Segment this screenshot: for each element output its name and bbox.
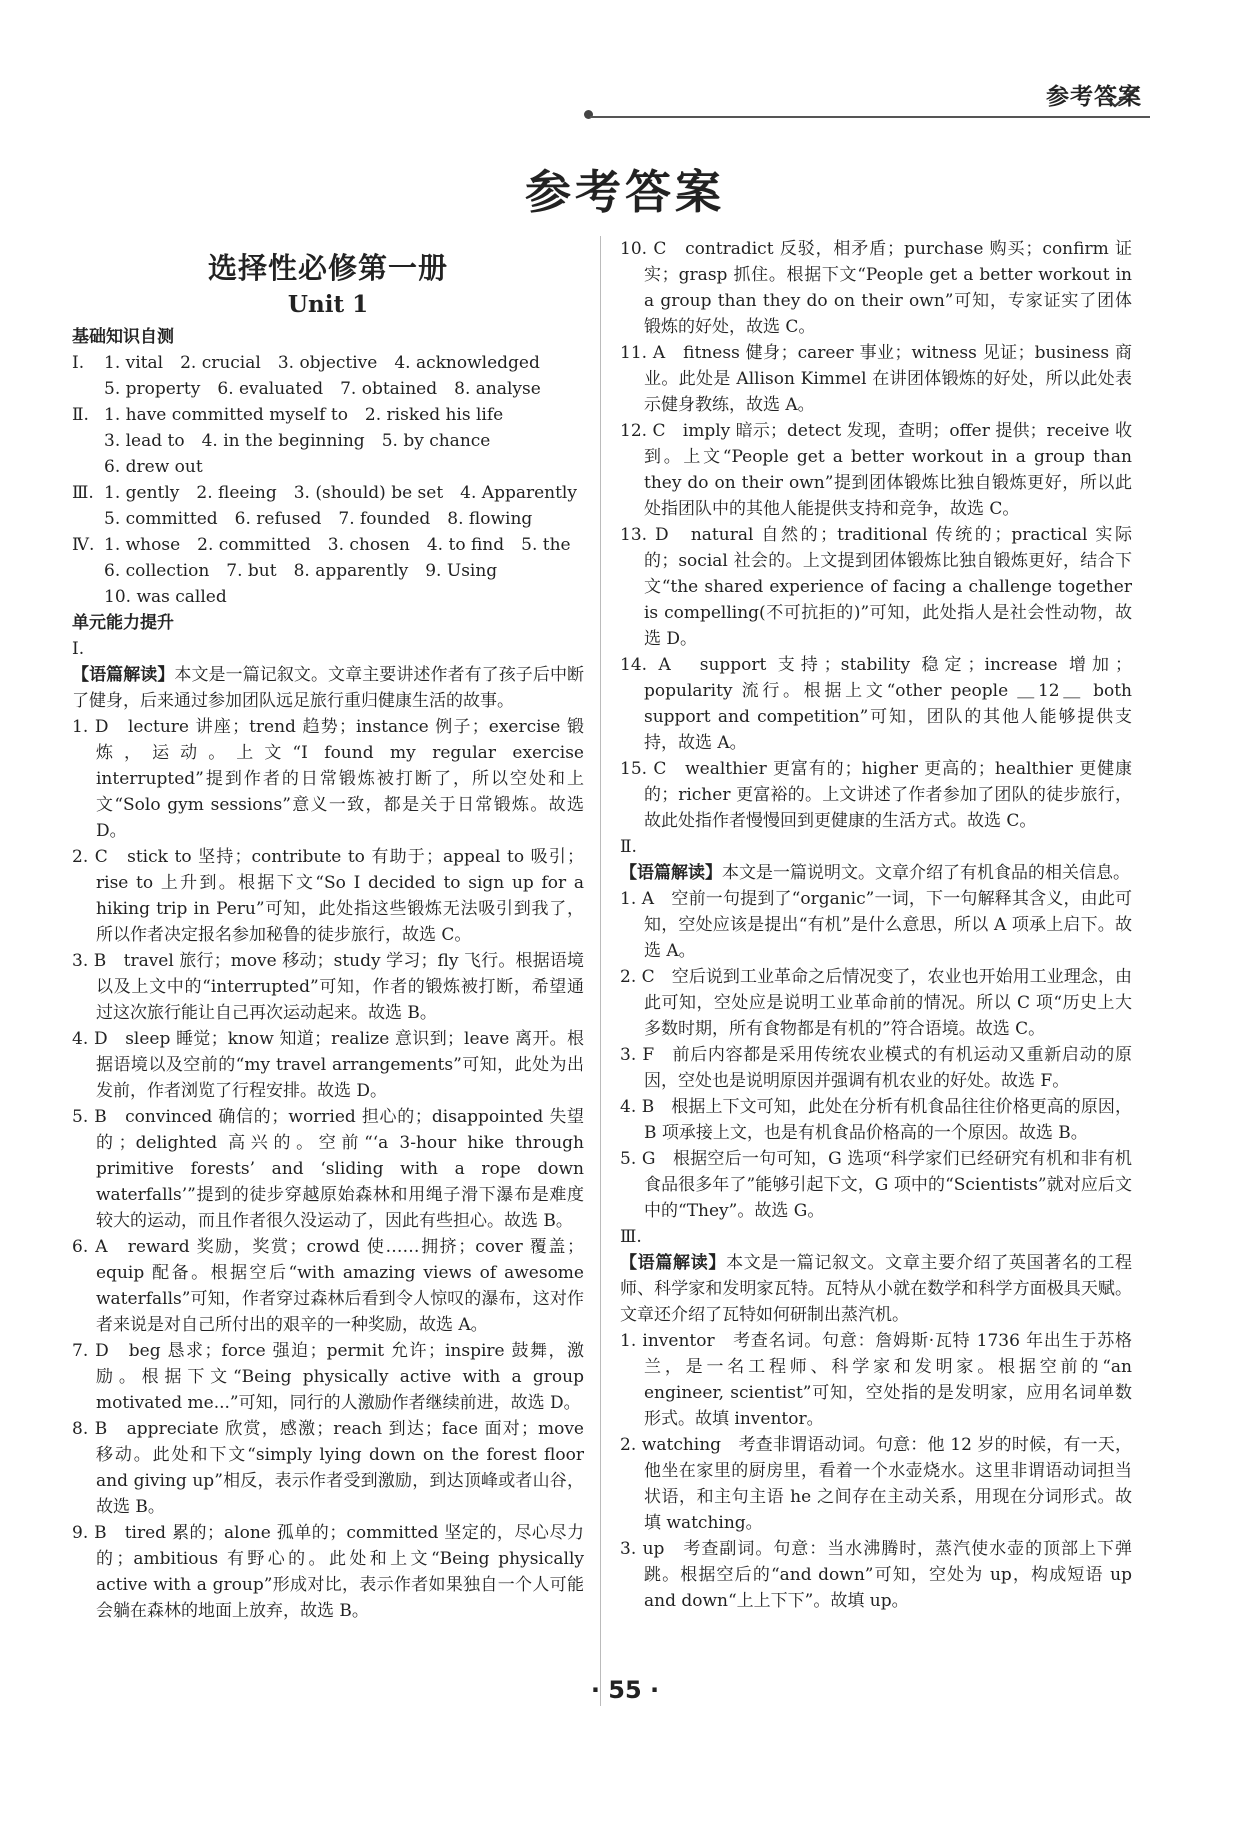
answer-item: 3. B travel 旅行；move 移动；study 学习；fly 飞行。根据语境以及上文中的“interrupted”可知，作者的锻炼被打断，希望通过这次旅行能让自己再次运动起来。故选 B。 (72, 951, 584, 1023)
answer-item: 7. D beg 恳求；force 强迫；permit 允许；inspire 鼓舞，激励。根据下文“Being physically active with a group motivated me...”可知，同行的人激励作者继续前进，故选 D。 (72, 1341, 584, 1413)
answer-item: 4. B 根据上下文可知，此处在分析有机食品往往价格更高的原因，B 项承接上文，也是有机食品价格高的一个原因。故选 B。 (620, 1097, 1132, 1143)
checkmark-icon (1104, 86, 1138, 108)
vocab-line: 6. drew out (104, 457, 203, 477)
answer-item: 3. up 考查副词。句意：当水沸腾时，蒸汽使水壶的顶部上下弹跳。根据空后的“and down”可知，空处为 up，构成短语 up and down“上上下下”。故填 up。 (620, 1539, 1132, 1611)
vocab-num: Ⅱ. (72, 405, 89, 425)
vocab-group-2 (72, 402, 584, 480)
answer-item: 5. B convinced 确信的；worried 担心的；disappointed 失望的；delighted 高兴的。空前“‘a 3-hour hike through primitive forests’ and ‘sliding with a rope down waterfalls’”提到的徒步穿越原始森林和用绳子滑下瀑布是难度较大的运动，而且作者很久没运动了，因此有些担心。故选 B。 (72, 1107, 584, 1231)
column-divider (600, 236, 601, 1706)
answer-item: 6. A reward 奖励，奖赏；crowd 使……拥挤；cover 覆盖；equip 配备。根据空后“with amazing views of awesome waterfalls”可知，作者穿过森林后看到令人惊叹的瀑布，这对作者来说是对自己所付出的艰辛的一种奖励，故选 A。 (72, 1237, 584, 1335)
answer-item: 3. F 前后内容都是采用传统农业模式的有机运动又重新启动的原因，空处也是说明原因并强调有机农业的好处。故选 F。 (620, 1045, 1132, 1091)
page-number: · 55 · (590, 1676, 660, 1704)
answer-item: 12. C imply 暗示；detect 发现，查明；offer 提供；receive 收到。上文“People get a better workout in a group than they do on their own”提到团体锻炼比独自锻炼更好，所以此处指团队中的其他人能提供支持和竞争，故选 C。 (620, 421, 1132, 519)
answer-item: 9. B tired 累的；alone 孤单的；committed 坚定的，尽心尽力的；ambitious 有野心的。此处和上文“Being physically active with a group”形成对比，表示作者如果独自一个人可能会躺在森林的地面上放弃，故选 B。 (72, 1523, 584, 1621)
answer-item: 10. C contradict 反驳，相矛盾；purchase 购买；confirm 证实；grasp 抓住。根据下文“People get a better workout in a group than they do on their own”可知，专家证实了团体锻炼的好处，故选 C。 (620, 239, 1132, 337)
note-text: 本文是一篇说明文。文章介绍了有机食品的相关信息。 (722, 863, 1130, 883)
part2-label: Ⅱ. (620, 837, 637, 857)
vocab-num: Ⅲ. (72, 483, 94, 503)
answer-item: 1. A 空前一句提到了“organic”一词，下一句解释其含义，由此可知，空处应该是提出“有机”是什么意思，所以 A 项承上启下。故选 A。 (620, 889, 1132, 961)
note-text: 本文是一篇记叙文。文章主要讲述作者有了孩子后中断了健身，后来通过参加团队远足旅行重归健康生活的故事。 (72, 665, 585, 711)
part2-note (620, 860, 1132, 886)
header-label: 参考答案 (1046, 84, 1142, 110)
vocab-line: 1. gently 2. fleeing 3. (should) be set 4. Apparently (104, 483, 577, 503)
answer-item: 1. D lecture 讲座；trend 趋势；instance 例子；exercise 锻炼，运动。上文“I found my regular exercise interrupted”提到作者的日常锻炼被打断了，所以空处和上文“Solo gym sessions”意义一致，都是关于日常锻炼。故选 D。 (72, 717, 584, 841)
answer-item: 2. C stick to 坚持；contribute to 有助于；appeal to 吸引；rise to 上升到。根据下文“So I decided to sign up for a hiking trip in Peru”可知，此处指这些锻炼无法吸引到我了，所以作者决定报名参加秘鲁的徒步旅行，故选 C。 (72, 847, 584, 945)
part3-note (620, 1250, 1132, 1328)
answer-item: 1. inventor 考查名词。句意：詹姆斯·瓦特 1736 年出生于苏格兰，是一名工程师、科学家和发明家。根据空前的“an engineer, scientist”可知，空处指的是发明家，应用名词单数形式。故填 inventor。 (620, 1331, 1132, 1429)
vocab-num: Ⅰ. (72, 353, 85, 373)
part3-label: Ⅲ. (620, 1227, 642, 1247)
unit-title: Unit 1 (287, 291, 369, 318)
vocab-num: Ⅳ. (72, 535, 95, 555)
answer-item: 13. D natural 自然的；traditional 传统的；practical 实际的；social 社会的。上文提到团体锻炼比独自锻炼更好，结合下文“the shared experience of facing a challenge together is compelling(不可抗拒的)”可知，此处指人是社会性动物，故选 D。 (620, 525, 1132, 649)
vocab-line: 1. vital 2. crucial 3. objective 4. acknowledged (104, 353, 540, 373)
answer-item: 4. D sleep 睡觉；know 知道；realize 意识到；leave 离开。根据语境以及空前的“my travel arrangements”可知，此处为出发前，作者浏览了行程安排。故选 D。 (72, 1029, 584, 1101)
vocab-group-1 (72, 350, 584, 402)
vocab-line: 10. was called (104, 587, 227, 607)
note-tag: 【语篇解读】 (72, 665, 175, 685)
vocab-line: 5. property 6. evaluated 7. obtained 8. analyse (104, 379, 541, 399)
vocab-line: 3. lead to 4. in the beginning 5. by chance (104, 431, 491, 451)
vocab-line: 1. have committed myself to 2. risked his life (104, 405, 504, 425)
header-rule (590, 116, 1150, 118)
vocab-line: 6. collection 7. but 8. apparently 9. Using (104, 561, 498, 581)
part1-note (72, 662, 584, 714)
vocab-line: 5. committed 6. refused 7. founded 8. flowing (104, 509, 533, 529)
answer-item: 2. C 空后说到工业革命之后情况变了，农业也开始用工业理念，由此可知，空处应是说明工业革命前的情况。所以 C 项“历史上大多数时期，所有食物都是有机的”符合语境。故选 C。 (620, 967, 1132, 1039)
answer-item: 14. A support 支持；stability 稳定；increase 增加；popularity 流行。根据上文“other people ＿12＿ both support and competition”可知，团队的其他人能够提供支持，故选 A。 (620, 655, 1132, 753)
right-column (620, 236, 1132, 1614)
section-ability-heading: 单元能力提升 (72, 613, 174, 633)
answer-item: 8. B appreciate 欣赏，感激；reach 到达；face 面对；move 移动。此处和下文“simply lying down on the forest floor and giving up”相反，表示作者受到激励，到达顶峰或者山谷，故选 B。 (72, 1419, 584, 1517)
part1-label: Ⅰ. (72, 639, 85, 659)
section-basic-heading: 基础知识自测 (72, 327, 174, 347)
page-title: 参考答案 (525, 165, 725, 219)
vocab-group-3 (72, 480, 584, 532)
left-column (72, 236, 584, 1624)
answer-item: 15. C wealthier 更富有的；higher 更高的；healthier 更健康的；richer 更富裕的。上文讲述了作者参加了团队的徒步旅行，故此处指作者慢慢回到更健康的生活方式。故选 C。 (620, 759, 1132, 831)
note-tag: 【语篇解读】 (620, 863, 722, 883)
note-tag: 【语篇解读】 (620, 1253, 727, 1273)
answer-item: 11. A fitness 健身；career 事业；witness 见证；business 商业。此处是 Allison Kimmel 在讲团体锻炼的好处，所以此处表示健身教练，故选 A。 (620, 343, 1132, 415)
vocab-group-4 (72, 532, 584, 610)
note-text: 本文是一篇记叙文。文章主要介绍了英国著名的工程师、科学家和发明家瓦特。瓦特从小就在数学和科学方面极具天赋。文章还介绍了瓦特如何研制出蒸汽机。 (620, 1253, 1133, 1325)
answer-item: 2. watching 考查非谓语动词。句意：他 12 岁的时候，有一天，他坐在家里的厨房里，看着一个水壶烧水。这里非谓语动词担当状语，和主句主语 he 之间存在主动关系，用现在分词形式。故填 watching。 (620, 1435, 1132, 1533)
vocab-line: 1. whose 2. committed 3. chosen 4. to find 5. the (104, 535, 571, 555)
book-title: 选择性必修第一册 (207, 251, 448, 285)
answer-item: 5. G 根据空后一句可知，G 选项“科学家们已经研究有机和非有机食品很多年了”能够引起下文，G 项中的“Scientists”就对应后文中的“They”。故选 G。 (620, 1149, 1132, 1221)
